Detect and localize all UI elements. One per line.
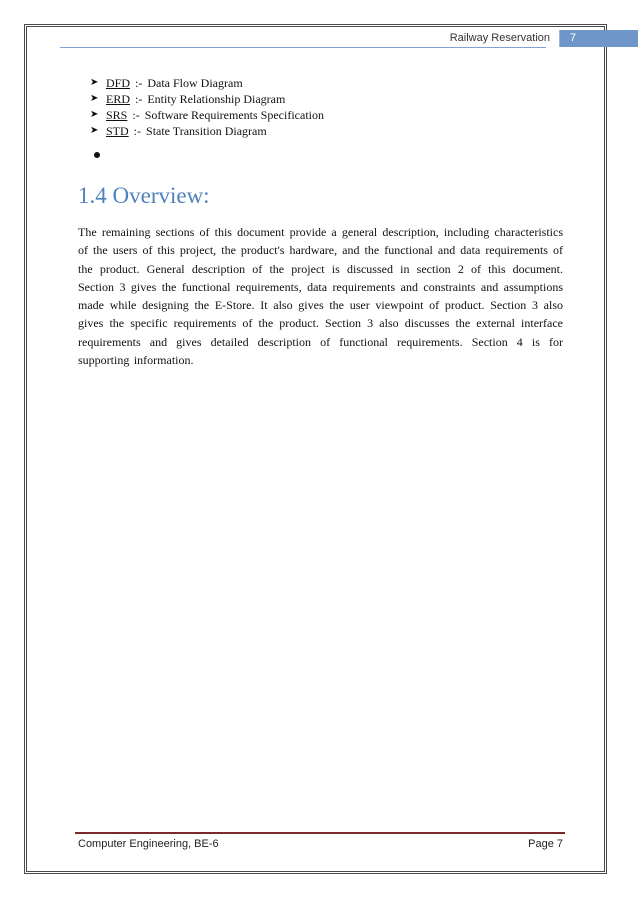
arrow-bullet-icon: ➤ xyxy=(90,109,99,120)
list-item xyxy=(90,75,324,91)
definition-abbr: STD xyxy=(106,124,129,138)
empty-bullet-icon xyxy=(94,152,100,158)
header-bar xyxy=(450,30,638,47)
list-item xyxy=(90,107,324,123)
definition-abbr: ERD xyxy=(106,92,130,106)
definition-text: State Transition Diagram xyxy=(146,124,267,138)
definition-separator: :- xyxy=(132,108,140,122)
page-border xyxy=(24,24,607,874)
header-divider xyxy=(60,47,546,48)
list-item xyxy=(90,91,324,107)
footer-left-text: Computer Engineering, BE-6 xyxy=(78,838,219,850)
definitions-list xyxy=(90,75,324,139)
list-item xyxy=(90,123,324,139)
footer-page-label: Page 7 xyxy=(528,838,563,850)
arrow-bullet-icon: ➤ xyxy=(90,125,99,136)
definition-separator: :- xyxy=(133,124,142,138)
arrow-bullet-icon: ➤ xyxy=(90,93,99,104)
definition-separator: :- xyxy=(135,76,143,90)
footer-divider xyxy=(75,832,565,834)
definition-abbr: SRS xyxy=(106,108,128,122)
definition-abbr: DFD xyxy=(106,76,131,90)
definition-text: Data Flow Diagram xyxy=(147,76,243,90)
definition-separator: :- xyxy=(135,92,143,106)
header-title: Railway Reservation xyxy=(450,30,560,47)
section-heading: 1.4 Overview: xyxy=(78,183,210,208)
header-page-number: 7 xyxy=(560,30,638,47)
definition-text: Entity Relationship Diagram xyxy=(147,92,286,106)
overview-paragraph: The remaining sections of this document provide a general description, including characteristics of the users of this project, the product's hardware, and the functional and data requirements of the product. General description of the project is discussed in section 2 of this document. Section 3 gives the functional requirements, data requirements and constraints and assumptions made while designing the E-Store. It also gives the user viewpoint of product. Section 3 also gives the specific requirements of the product. Section 3 also discusses the external interface requirements and gives detailed description of functional requirements. Section 4 is for supporting information. xyxy=(78,225,563,368)
definition-text: Software Requirements Specification xyxy=(144,108,324,122)
arrow-bullet-icon: ➤ xyxy=(90,77,99,88)
